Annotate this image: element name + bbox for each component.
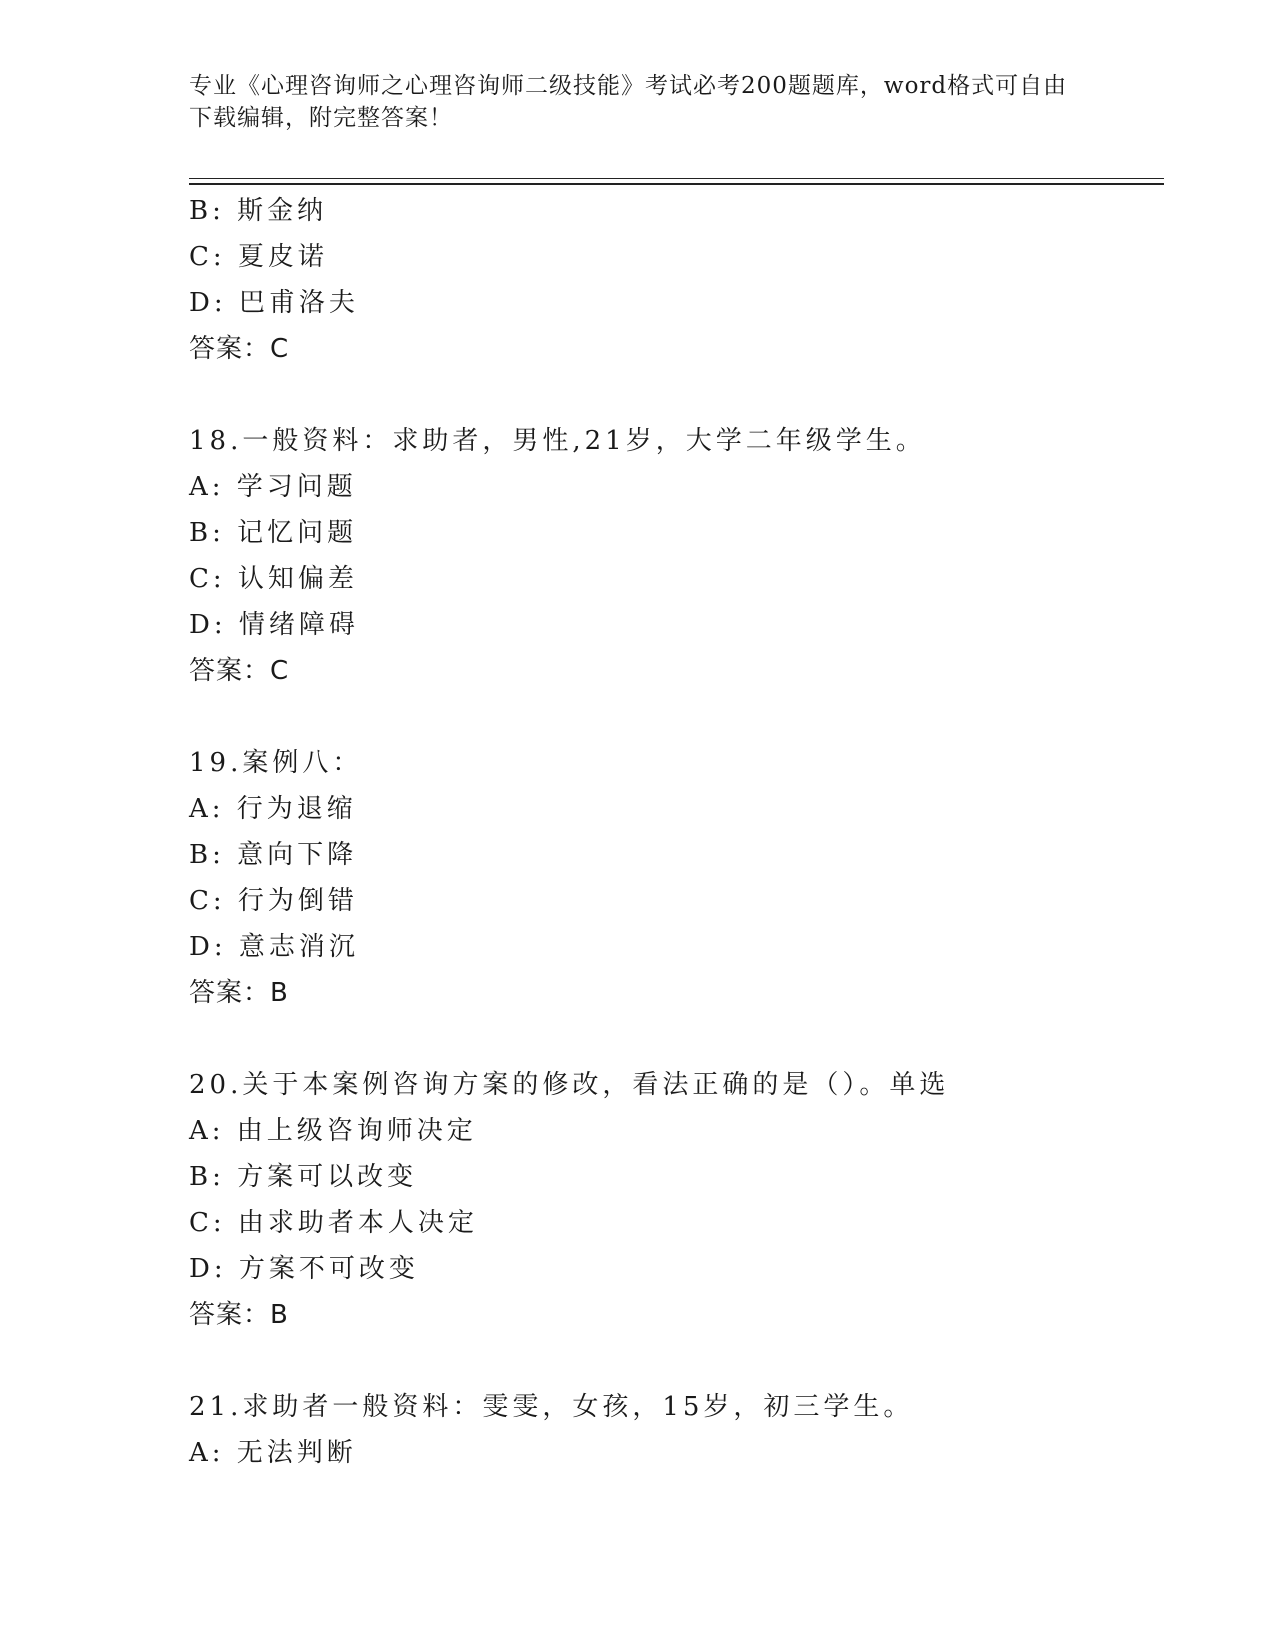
answer-line: 答案：C [189, 656, 290, 686]
question-block [189, 418, 1164, 694]
option-b: B: 斯金纳 [189, 196, 328, 226]
question-list [189, 188, 1164, 1476]
option-a: A: 行为退缩 [189, 794, 357, 824]
option-c: C: 认知偏差 [189, 564, 358, 594]
header-rule-top [189, 178, 1164, 179]
answer-line: 答案：C [189, 334, 290, 364]
option-a: A: 无法判断 [189, 1438, 357, 1468]
option-d: D: 意志消沉 [189, 932, 359, 962]
answer-line: 答案：B [189, 1300, 289, 1330]
header-rule-bottom [189, 183, 1164, 185]
option-b: B: 记忆问题 [189, 518, 358, 548]
option-d: D: 情绪障碍 [189, 610, 359, 640]
question-block [189, 188, 1164, 372]
page-header: 专业《心理咨询师之心理咨询师二级技能》考试必考200题题库，word格式可自由下载编辑，附完整答案！ [189, 73, 1068, 131]
option-a: A: 学习问题 [189, 472, 357, 502]
answer-line: 答案：B [189, 978, 289, 1008]
option-d: D: 巴甫洛夫 [189, 288, 359, 318]
option-b: B: 意向下降 [189, 840, 358, 870]
question-text: 20.关于本案例咨询方案的修改，看法正确的是（）。单选 [189, 1070, 950, 1100]
question-text: 18.一般资料：求助者，男性,21岁，大学二年级学生。 [189, 426, 926, 456]
question-block [189, 740, 1164, 1016]
option-c: C: 夏皮诺 [189, 242, 328, 272]
option-d: D: 方案不可改变 [189, 1254, 419, 1284]
question-text: 19.案例八： [189, 748, 363, 778]
question-block [189, 1384, 1164, 1476]
question-block [189, 1062, 1164, 1338]
question-text: 21.求助者一般资料：雯雯，女孩，15岁，初三学生。 [189, 1392, 914, 1422]
option-c: C: 行为倒错 [189, 886, 358, 916]
option-b: B: 方案可以改变 [189, 1162, 418, 1192]
option-c: C: 由求助者本人决定 [189, 1208, 478, 1238]
option-a: A: 由上级咨询师决定 [189, 1116, 477, 1146]
